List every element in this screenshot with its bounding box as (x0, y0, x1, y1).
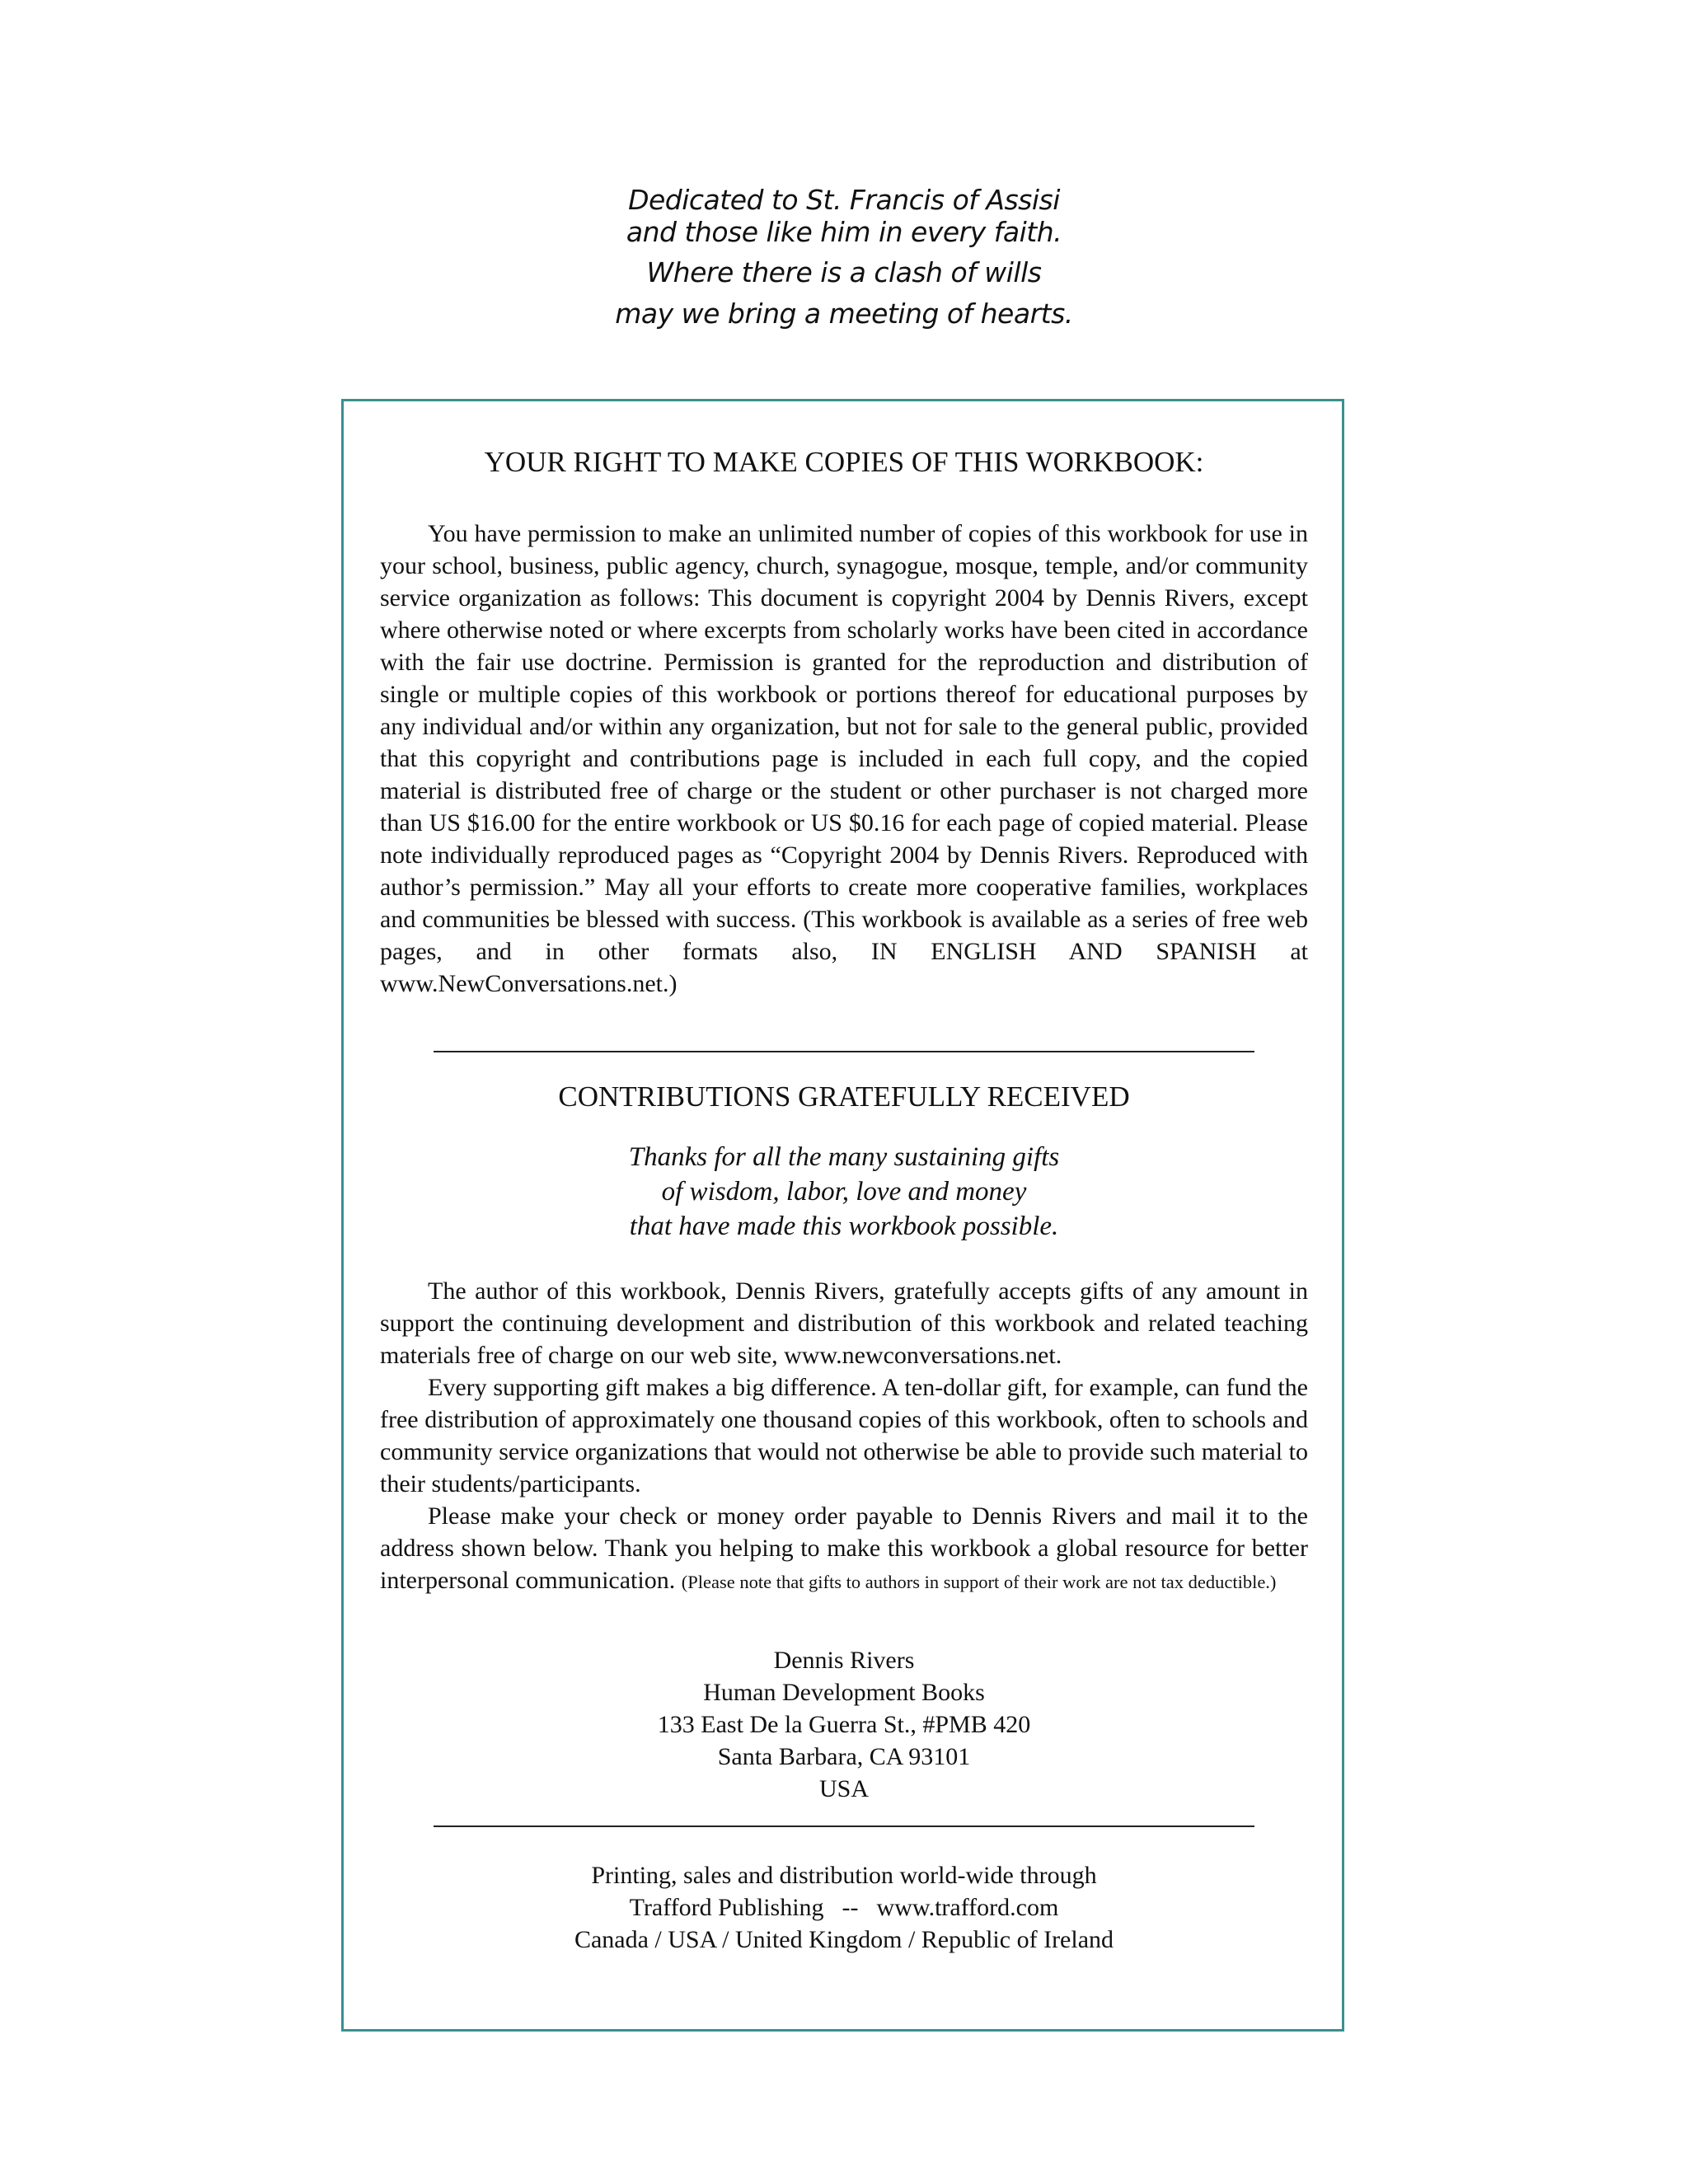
address-org: Human Development Books (703, 1679, 985, 1706)
thanks-line: Thanks for all the many sustaining gifts (628, 1142, 1060, 1172)
address-city: Santa Barbara, CA 93101 (717, 1743, 971, 1770)
address-country: USA (818, 1775, 869, 1802)
divider-line (434, 1825, 1254, 1827)
printing-line: Printing, sales and distribution world-wide through (591, 1862, 1097, 1889)
address-street: 133 East De la Guerra St., #PMB 420 (657, 1711, 1031, 1738)
mailing-address (380, 1644, 1308, 1805)
dedication-line: Dedicated to St. Francis of Assisi (628, 184, 1060, 216)
gift-paragraph-difference: Every supporting gift makes a big difference. A ten-dollar gift, for example, can fund the free distribution of approximately one thousand copies of this workbook, often to schools and community service organizations that would not otherwise be able to provide such material to their students/participants. (380, 1374, 1308, 1497)
tax-note: (Please note that gifts to authors in support of their work are not tax deductible.) (681, 1572, 1277, 1592)
publisher-website: www.trafford.com (876, 1894, 1059, 1921)
publisher-separator: -- (842, 1894, 859, 1921)
payment-text: Please make your check or money order payable to Dennis Rivers and mail it to the address shown below. Thank you helping to make this workbook a global resource for better interpersonal communication. (380, 1502, 1308, 1594)
gift-paragraph-author: The author of this workbook, Dennis Rivers, gratefully accepts gifts of any amount in support the continuing development and distribution of this workbook and related teaching materials free of charge on our web site, www.newconversations.net. (380, 1277, 1308, 1369)
thanks-line: that have made this workbook possible. (629, 1212, 1059, 1241)
contributions-heading: CONTRIBUTIONS GRATEFULLY RECEIVED (558, 1080, 1130, 1113)
regions-line: Canada / USA / United Kingdom / Republic of Ireland (574, 1926, 1114, 1953)
divider-line (434, 1051, 1254, 1052)
copyright-box (341, 399, 1344, 2032)
printing-info (380, 1859, 1308, 1956)
thanks-verse (380, 1140, 1308, 1244)
dedication-line: may we bring a meeting of hearts. (615, 298, 1073, 330)
address-name: Dennis Rivers (773, 1647, 915, 1674)
dedication-line: and those like him in every faith. (626, 216, 1062, 248)
gift-paragraph-payment (380, 1500, 1308, 1598)
publisher-name: Trafford Publishing (629, 1894, 824, 1921)
rights-heading: YOUR RIGHT TO MAKE COPIES OF THIS WORKBOOK: (484, 446, 1204, 478)
rights-paragraph: You have permission to make an unlimited number of copies of this workbook for use in your school, business, public agency, church, synagogue, mosque, temple, and/or community service organization as follows: This document is copyright 2004 by Dennis Rivers, except where otherwise noted or where excerpts from scholarly works have been cited in accordance with the fair use doctrine. Permission is granted for the reproduction and distribution of single or multiple copies of this workbook or portions thereof for educational purposes by any individual and/or within any organization, but not for sale to the general public, provided that this copyright and contributions page is included in each full copy, and the copied material is distributed free of charge or the student or other purchaser is not charged more than US $16.00 for the entire workbook or US $0.16 for each page of copied material. Please note individually reproduced pages as “Copyright 2004 by Dennis Rivers. Reproduced with author’s permission.” May all your efforts to create more cooperative families, workplaces and communities be blessed with success. (This workbook is available as a series of free web pages, and in other formats also, IN ENGLISH AND SPANISH at www.NewConversations.net.) (380, 520, 1308, 997)
publisher-line (380, 1891, 1308, 1924)
thanks-line: of wisdom, labor, love and money (661, 1177, 1027, 1207)
dedication-line: Where there is a clash of wills (646, 256, 1042, 288)
